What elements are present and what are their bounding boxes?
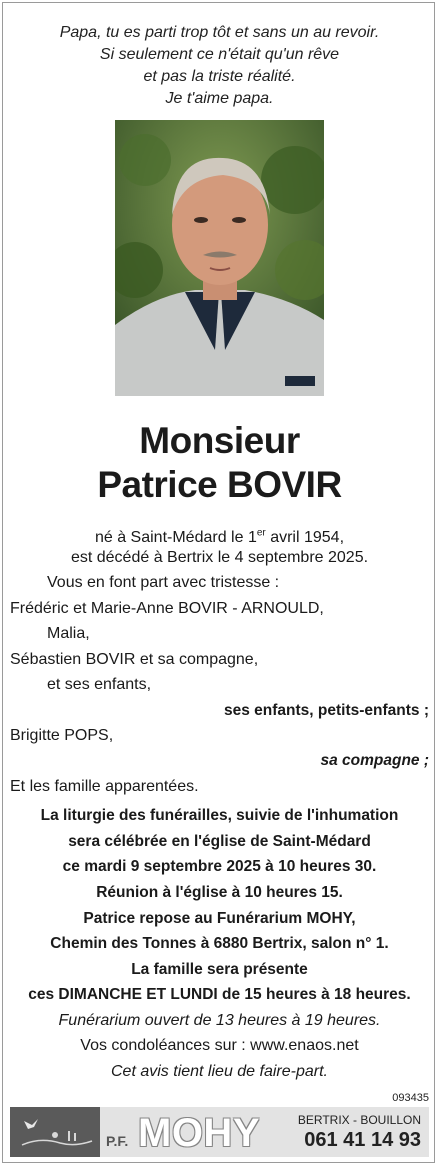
honorific: Monsieur: [139, 420, 300, 461]
ceremony-line: Réunion à l'église à 10 heures 15.: [96, 884, 343, 901]
cities-label: BERTRIX - BOUILLON: [297, 1113, 421, 1127]
family-line: Brigitte POPS,: [10, 727, 114, 744]
birth-text: né à Saint-Médard le 1: [94, 529, 257, 546]
ceremony-line: Funérarium ouvert de 13 heures à 19 heures.: [58, 1012, 381, 1029]
ceremony-line: ce mardi 9 septembre 2025 à 10 heures 30.: [62, 858, 377, 875]
death-line: est décédé à Bertrix le 4 septembre 2025.: [70, 549, 369, 566]
ceremony-line: sera célébrée en l'église de Saint-Médard: [68, 833, 371, 850]
birth-ordinal: er: [256, 527, 266, 539]
family-role: sa compagne ;: [320, 752, 429, 769]
dove-logo: [10, 1107, 100, 1157]
family-role: ses enfants, petits-enfants ;: [224, 702, 429, 719]
family-line: Et les famille apparentées.: [10, 778, 199, 795]
phone-number: 061 41 14 93: [304, 1129, 421, 1151]
pf-label: P.F.: [106, 1133, 129, 1149]
poem-line: et pas la triste réalité.: [143, 68, 296, 85]
funeral-home-banner: [10, 1107, 429, 1157]
ceremony-line: Chemin des Tonnes à 6880 Bertrix, salon n° 1.: [50, 935, 389, 952]
announce-line: Vous en font part avec tristesse :: [47, 574, 280, 591]
family-line: Frédéric et Marie-Anne BOVIR - ARNOULD,: [10, 600, 324, 617]
birth-text-end: avril 1954,: [265, 529, 345, 546]
poem-line: Je t'aime papa.: [165, 90, 274, 107]
ceremony-line: La famille sera présente: [131, 961, 308, 978]
deceased-name: Patrice BOVIR: [97, 464, 342, 505]
birth-line: [0, 528, 439, 548]
reference-number: 093435: [392, 1092, 429, 1104]
family-line: Malia,: [47, 625, 90, 642]
ceremony-line: Patrice repose au Funérarium MOHY,: [83, 910, 356, 927]
brand-name: MOHY: [138, 1111, 260, 1155]
poem-line: Si seulement ce n'était qu'un rêve: [99, 46, 340, 63]
family-line: et ses enfants,: [47, 676, 152, 693]
condolences-line: Vos condoléances sur : www.enaos.net: [80, 1037, 359, 1054]
ceremony-line: La liturgie des funérailles, suivie de l'inhumation: [40, 807, 399, 824]
poem: [0, 22, 439, 110]
family-line: Sébastien BOVIR et sa compagne,: [10, 651, 259, 668]
portrait-photo: [115, 120, 324, 396]
ceremony-line: ces DIMANCHE ET LUNDI de 15 heures à 18 heures.: [28, 986, 411, 1003]
poem-line: Papa, tu es parti trop tôt et sans un au revoir.: [59, 24, 380, 41]
closing-line: Cet avis tient lieu de faire-part.: [111, 1063, 328, 1080]
